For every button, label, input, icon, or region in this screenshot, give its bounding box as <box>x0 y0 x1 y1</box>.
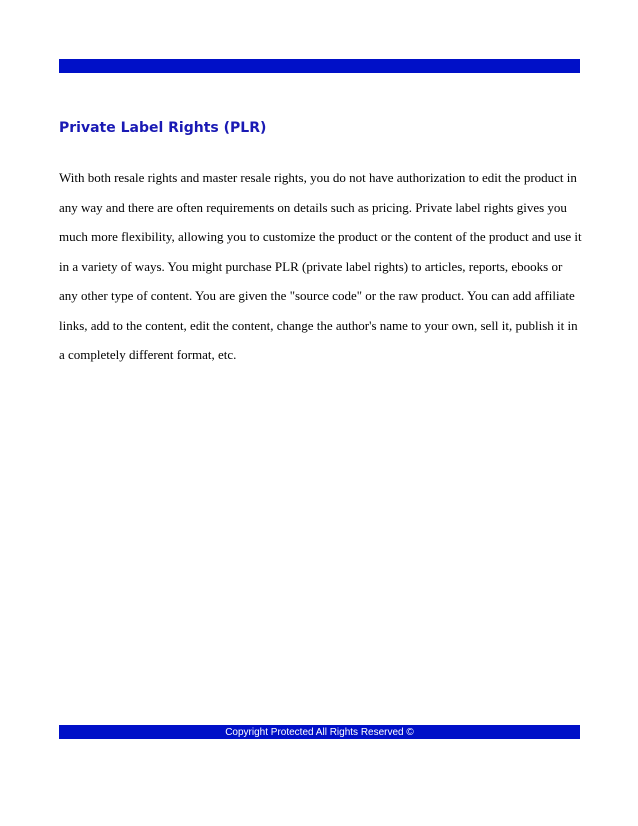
section-heading: Private Label Rights (PLR) <box>59 120 267 136</box>
header-bar <box>59 59 580 73</box>
body-paragraph: With both resale rights and master resale rights, you do not have authorization to edit the product in any way and there are often requirements on details such as pricing. Private label rights gives you much more flexibility, allowing you to customize the product or the content of the product and use it in a variety of ways. You might purchase PLR (private label rights) to articles, reports, ebooks or any other type of content. You are given the "source code" or the raw product. You can add affiliate links, add to the content, edit the content, change the author's name to your own, sell it, publish it in a completely different format, etc. <box>59 170 582 362</box>
footer-copyright: Copyright Protected All Rights Reserved © <box>225 727 414 738</box>
footer-bar <box>59 725 580 739</box>
